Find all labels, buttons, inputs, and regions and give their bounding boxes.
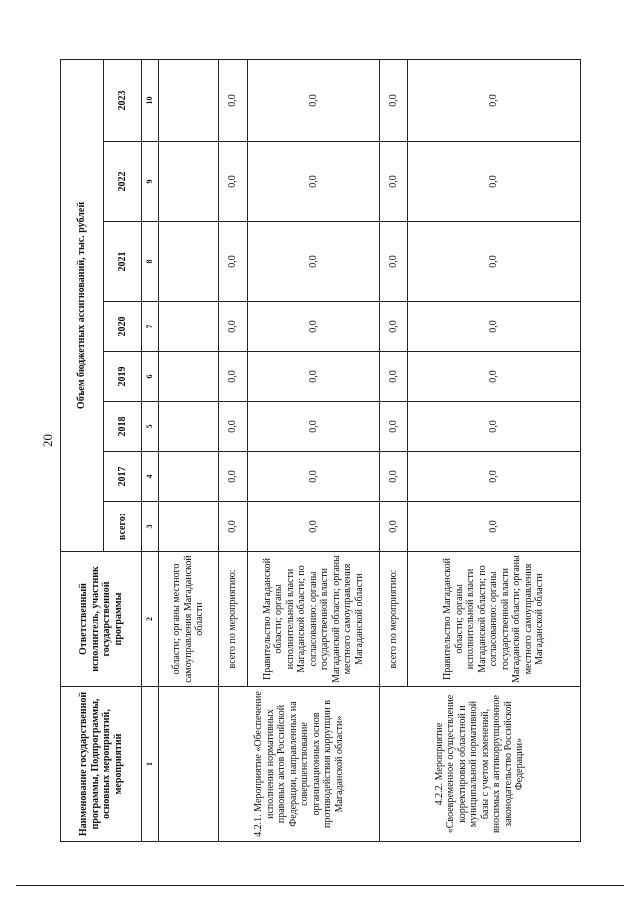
table-row-executor: Правительство Магаданской области; органы исполнительной власти Магаданской области; по согласованию: органы государственной власти Магаданской области; органы местного самоуправления Магаданской области — [247, 552, 379, 687]
table-cell-value: 0,0 — [408, 502, 581, 552]
column-number: 10 — [142, 59, 158, 141]
column-number: 6 — [142, 352, 158, 402]
table-cell-value: 0,0 — [379, 142, 407, 222]
table-cell-value — [158, 502, 219, 552]
column-number: 7 — [142, 302, 158, 352]
table-cell-value: 0,0 — [379, 402, 407, 452]
table-row-name: 4.2.2. Мероприятие «Своевременное осуществление корректировки областной и муниципальной нормативной базы с учетом изменений, вносимых в антикоррупционное законодательство Российской Федерации» — [379, 687, 580, 842]
header-year: 2019 — [103, 352, 142, 402]
header-budget-title: Объем бюджетных ассигнований, тыс. рублей — [61, 59, 104, 551]
table-cell-value: 0,0 — [219, 352, 247, 402]
header-year: 2022 — [103, 142, 142, 222]
table-cell-value: 0,0 — [379, 59, 407, 141]
header-total: всего: — [103, 502, 142, 552]
table-row-executor: Правительство Магаданской области; органы исполнительной власти Магаданской области; по согласованию: органы государственной власти Магаданской области; органы местного самоуправления Магаданской области — [408, 552, 581, 687]
header-year: 2021 — [103, 222, 142, 302]
page-number: 20 — [40, 434, 55, 447]
table-cell-value: 0,0 — [408, 59, 581, 141]
table-cell-value: 0,0 — [408, 352, 581, 402]
header-year: 2017 — [103, 452, 142, 502]
header-year: 2018 — [103, 402, 142, 452]
table-cell-value: 0,0 — [247, 142, 379, 222]
table-cell-value: 0,0 — [408, 452, 581, 502]
column-number: 3 — [142, 502, 158, 552]
table-cell-value: 0,0 — [219, 59, 247, 141]
table-cell-value: 0,0 — [379, 502, 407, 552]
column-number: 5 — [142, 402, 158, 452]
table-cell-value: 0,0 — [219, 302, 247, 352]
table-row-name — [158, 687, 219, 842]
table-cell-value: 0,0 — [219, 222, 247, 302]
table-cell-value — [158, 452, 219, 502]
table-cell-value: 0,0 — [408, 302, 581, 352]
table-row-name: 4.2.1. Мероприятие «Обеспечение исполнения нормативных правовых актов Российской Федерации, направленных на совершенствование организационных основ противодействия коррупции в Магаданской области» — [219, 687, 379, 842]
table-cell-value: 0,0 — [247, 59, 379, 141]
table-cell-value: 0,0 — [219, 452, 247, 502]
table-cell-value — [158, 402, 219, 452]
column-number: 2 — [142, 552, 158, 687]
table-row-executor: всего по мероприятию: — [379, 552, 407, 687]
table-cell-value — [158, 59, 219, 141]
table-cell-value: 0,0 — [408, 222, 581, 302]
table-cell-value — [158, 222, 219, 302]
table-row-executor: области; органы местного самоуправления Магаданской области — [158, 552, 219, 687]
table-cell-value: 0,0 — [379, 452, 407, 502]
table-cell-value: 0,0 — [408, 402, 581, 452]
table-cell-value: 0,0 — [247, 352, 379, 402]
table-cell-value: 0,0 — [247, 402, 379, 452]
header-name-column: Наименование государственной программы, Подпрограммы, основных мероприятий, мероприятий — [61, 687, 142, 842]
bottom-rule — [16, 885, 624, 886]
table-cell-value: 0,0 — [219, 502, 247, 552]
header-executor-column: Ответственный исполнитель, участник государственной программы — [61, 552, 142, 687]
header-year: 2023 — [103, 59, 142, 141]
table-cell-value: 0,0 — [379, 302, 407, 352]
column-number: 8 — [142, 222, 158, 302]
table-cell-value: 0,0 — [219, 402, 247, 452]
column-number: 1 — [142, 687, 158, 842]
table-cell-value — [158, 142, 219, 222]
table-cell-value — [158, 352, 219, 402]
budget-table — [60, 59, 581, 842]
table-cell-value: 0,0 — [247, 502, 379, 552]
column-number: 4 — [142, 452, 158, 502]
table-cell-value: 0,0 — [408, 142, 581, 222]
column-number: 9 — [142, 142, 158, 222]
table-cell-value: 0,0 — [379, 352, 407, 402]
table-cell-value: 0,0 — [247, 222, 379, 302]
table-cell-value — [158, 302, 219, 352]
table-cell-value: 0,0 — [219, 142, 247, 222]
table-cell-value: 0,0 — [379, 222, 407, 302]
table-cell-value: 0,0 — [247, 302, 379, 352]
rotated-table-container — [60, 60, 581, 842]
table-row-executor: всего по мероприятию: — [219, 552, 247, 687]
header-year: 2020 — [103, 302, 142, 352]
table-cell-value: 0,0 — [247, 452, 379, 502]
